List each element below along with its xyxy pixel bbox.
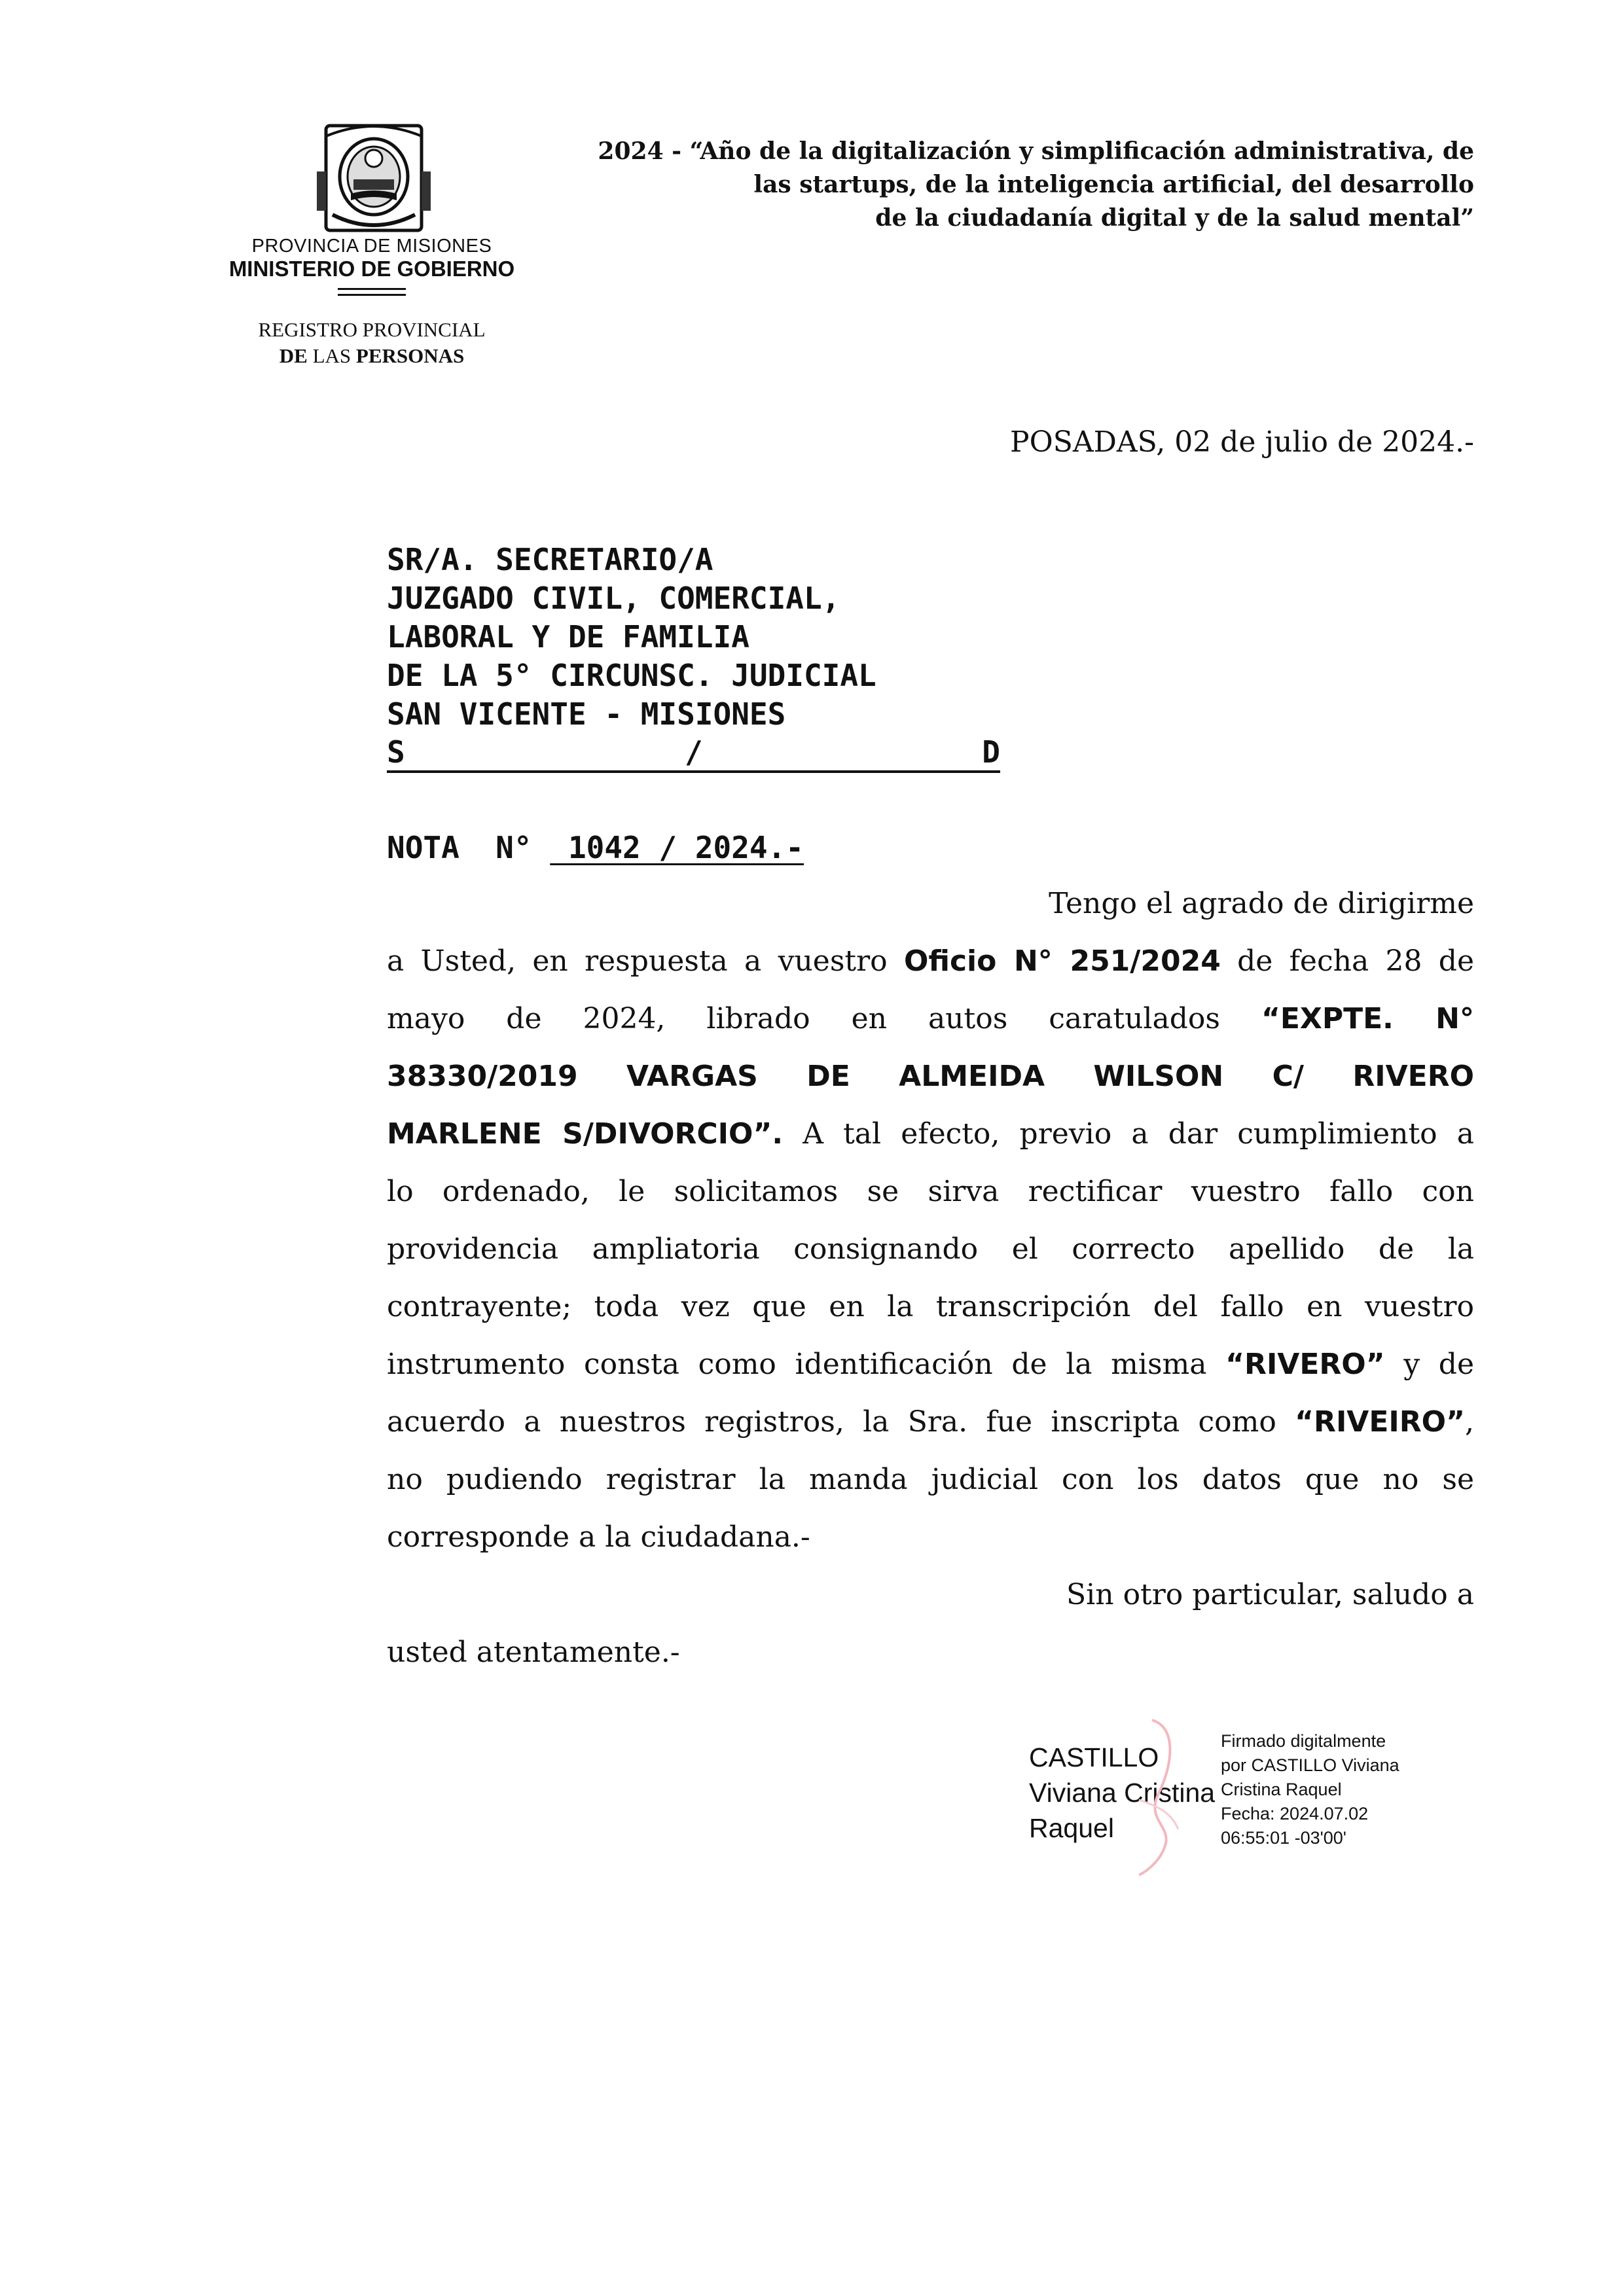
body-line: Tengo el agrado de dirigirme xyxy=(1049,887,1474,920)
body-line xyxy=(387,1345,1474,1384)
text-run: y de xyxy=(1384,1348,1474,1381)
note-value: 1042 / 2024.- xyxy=(550,830,804,865)
addressee-line: SAN VICENTE - MISIONES xyxy=(387,696,786,732)
body-line xyxy=(387,999,1474,1039)
body-line xyxy=(387,942,1474,981)
body-line: no pudiendo registrar la manda judicial con los datos que no se xyxy=(387,1463,1474,1496)
closing-line: Sin otro particular, saludo a xyxy=(1066,1578,1474,1611)
signature-details xyxy=(1221,1729,1399,1850)
sd-s: S xyxy=(387,734,405,770)
signature-detail-line: Fecha: 2024.07.02 xyxy=(1221,1804,1369,1823)
registry-las: LAS xyxy=(307,344,356,367)
oficio-ref: Oficio N° 251/2024 xyxy=(903,944,1221,978)
body-line: contrayente; toda vez que en la transcripción del fallo en vuestro xyxy=(387,1290,1474,1323)
digital-signature-mark xyxy=(1132,1715,1191,1878)
signature-detail-line: por CASTILLO Viviana xyxy=(1221,1755,1399,1775)
text-run: mayo de 2024, librado en autos caratulados xyxy=(387,1002,1261,1035)
addressee-line: LABORAL Y DE FAMILIA xyxy=(387,619,749,655)
motto-line: las startups, de la inteligencia artificial, del desarrollo xyxy=(753,171,1474,198)
text-run: acuerdo a nuestros registros, la Sra. fue inscripta como xyxy=(387,1405,1295,1439)
body-line xyxy=(387,1057,1474,1096)
sd-slash: / xyxy=(685,734,703,770)
body-line: lo ordenado, le solicitamos se sirva rectificar vuestro fallo con xyxy=(387,1175,1474,1208)
registry-line-2 xyxy=(208,344,535,368)
provincial-seal-logo xyxy=(313,117,435,241)
surname-rivero: “RIVERO” xyxy=(1225,1348,1385,1381)
signer-name-line: CASTILLO xyxy=(1029,1742,1159,1772)
body-line: providencia ampliatoria consignando el correcto apellido de la xyxy=(387,1232,1474,1266)
addressee-line: DE LA 5° CIRCUNSC. JUDICIAL xyxy=(387,658,876,693)
motto-line: de la ciudadanía digital y de la salud mental” xyxy=(875,204,1474,232)
body-line xyxy=(387,1403,1474,1442)
body-line xyxy=(387,1115,1474,1154)
text-run: de fecha 28 de xyxy=(1220,944,1474,978)
text-run: instrumento consta como identificación de la misma xyxy=(387,1348,1226,1381)
case-title: 38330/2019 VARGAS DE ALMEIDA WILSON C/ RIVERO xyxy=(387,1060,1474,1093)
motto-line: 2024 - “Año de la digitalización y simplificación administrativa, de xyxy=(598,137,1474,165)
case-title-end: MARLENE S/DIVORCIO”. xyxy=(387,1117,784,1151)
addressee-line: JUZGADO CIVIL, COMERCIAL, xyxy=(387,581,840,616)
expte-ref: “EXPTE. N° xyxy=(1261,1002,1474,1035)
closing-line: usted atentamente.- xyxy=(387,1636,680,1669)
signer-name-line: Viviana Cristina xyxy=(1029,1778,1216,1808)
signer-name-line: Raquel xyxy=(1029,1813,1114,1843)
letter-date: POSADAS, 02 de julio de 2024.- xyxy=(1010,425,1474,459)
sd-d: D xyxy=(982,734,1000,770)
note-number xyxy=(387,828,804,867)
surname-riveiro: “RIVEIRO” xyxy=(1295,1405,1465,1439)
addressee-block xyxy=(387,541,876,734)
text-run: A tal efecto, previo a dar cumplimiento a xyxy=(783,1117,1474,1151)
signature-detail-line: Cristina Raquel xyxy=(1221,1780,1342,1799)
signature-detail-line: 06:55:01 -03'00' xyxy=(1221,1828,1346,1848)
addressee-line: SR/A. SECRETARIO/A xyxy=(387,542,713,577)
text-run: a Usted, en respuesta a vuestro xyxy=(387,944,904,978)
province-name: PROVINCIA DE MISIONES xyxy=(251,236,492,257)
su-despacho-line xyxy=(387,734,1000,773)
letterhead-divider xyxy=(338,288,406,300)
note-label: NOTA N° xyxy=(387,830,532,865)
registry-line-1: REGISTRO PROVINCIAL xyxy=(258,318,486,341)
ministry-name: MINISTERIO DE GOBIERNO xyxy=(228,257,515,281)
body-line: corresponde a la ciudadana.- xyxy=(387,1520,810,1554)
registry-personas: PERSONAS xyxy=(355,344,465,367)
year-motto xyxy=(484,135,1474,235)
text-run: , xyxy=(1465,1405,1474,1439)
registry-de: DE xyxy=(279,344,308,367)
signature-detail-line: Firmado digitalmente xyxy=(1221,1731,1386,1751)
